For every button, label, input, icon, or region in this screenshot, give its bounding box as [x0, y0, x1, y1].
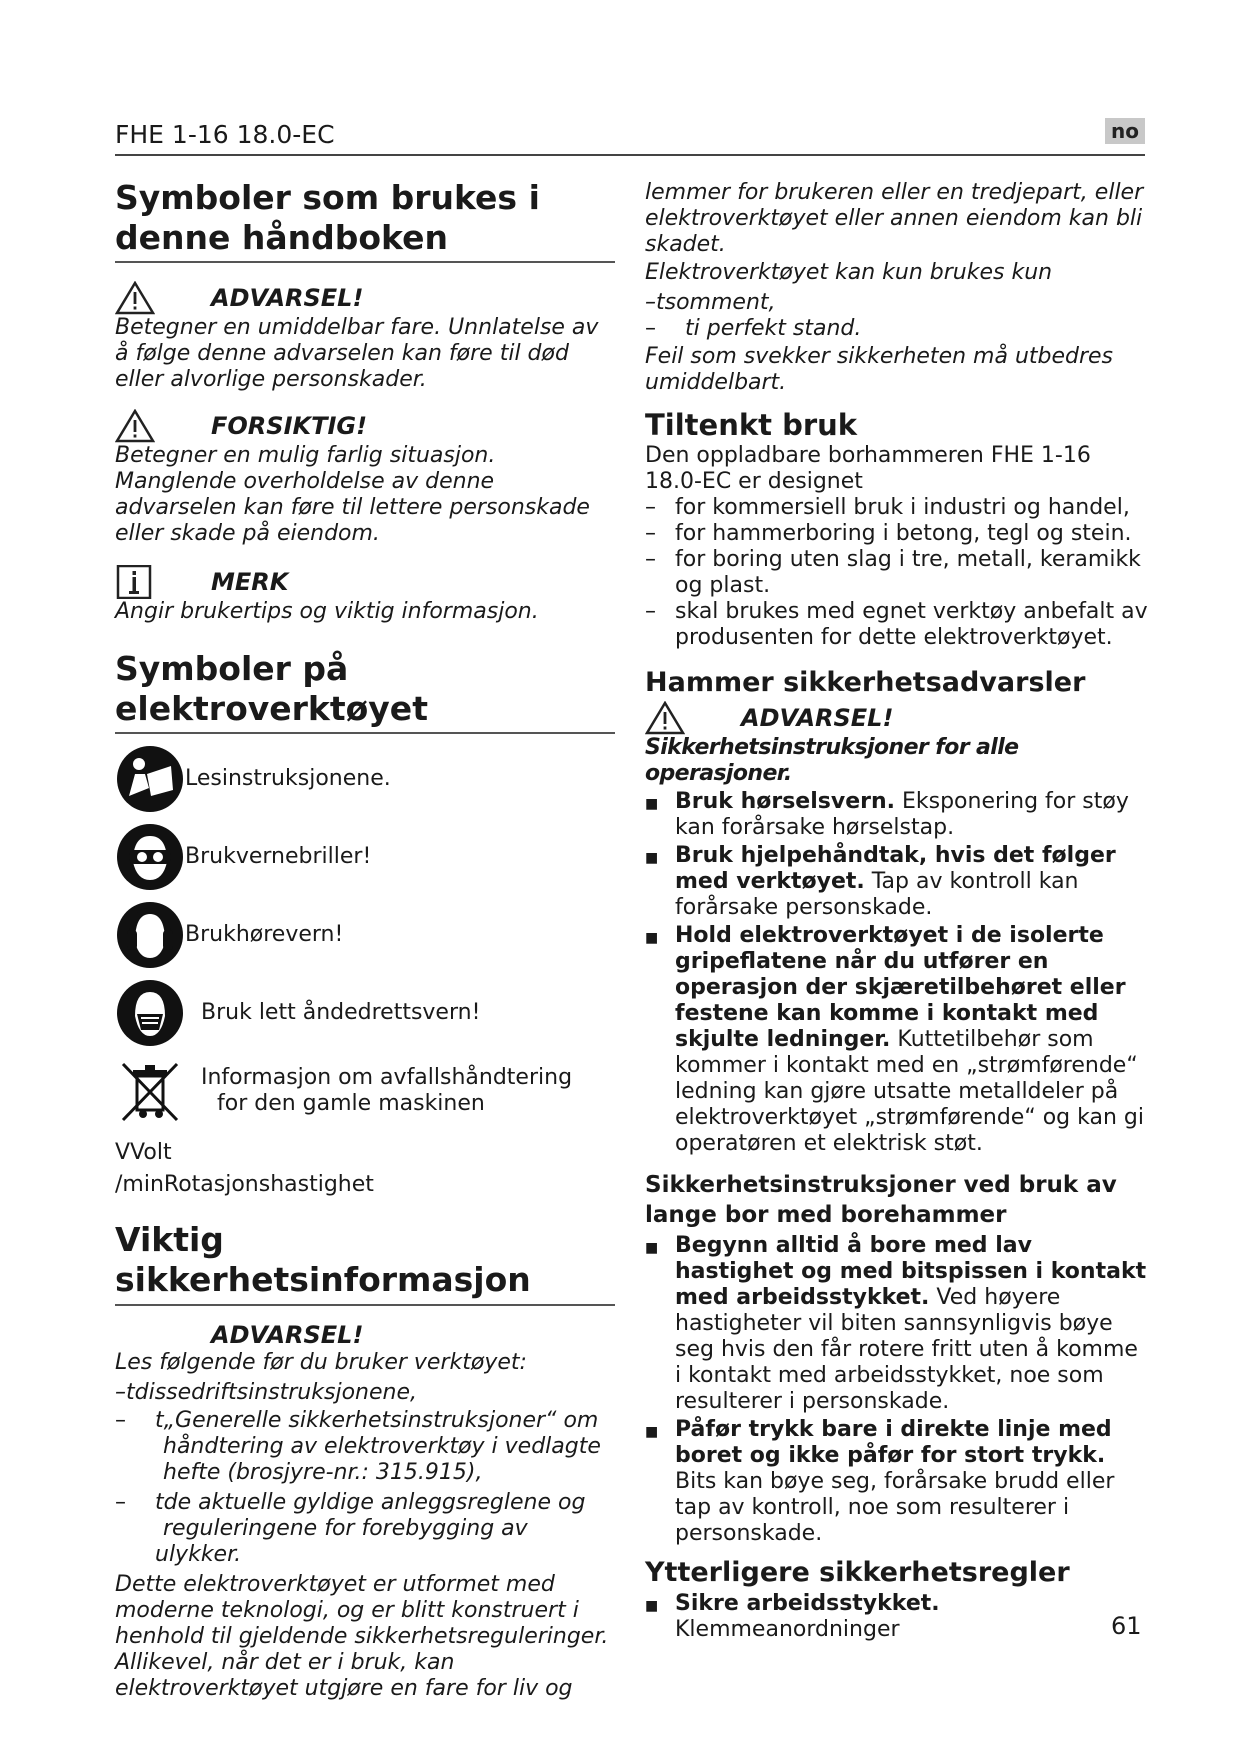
- hammer-item-bold: Hold elektroverktøyet i de isolerte gripeflatene når du utfører en operasjon der skjæretilbehøret eller festene kan komme i kontakt med skjulte ledninger.: [675, 923, 1126, 1053]
- warning-signal: [115, 281, 615, 315]
- additional-item-bold: Sikre arbeidsstykket.: [675, 1591, 940, 1617]
- bullet-marker: ■: [645, 1598, 659, 1615]
- additional-item-body: Klemmeanordninger: [675, 1617, 900, 1643]
- goggles-icon: [115, 822, 185, 892]
- page-header: [115, 118, 1145, 156]
- language-badge: no: [1105, 118, 1145, 144]
- warning-triangle-icon: [115, 281, 155, 315]
- document-id: FHE 1-16 18.0-EC: [115, 120, 335, 149]
- heading-symbols-manual: Symboler som brukes i denne håndboken: [115, 178, 615, 263]
- note-text: Angir brukertips og viktig informasjon.: [115, 599, 539, 625]
- caution-signal: [115, 409, 615, 443]
- right-column: [645, 180, 1150, 1643]
- only-used-text: Elektroverktøyet kan kun brukes kun: [645, 260, 1053, 285]
- additional-item: [645, 1591, 1150, 1643]
- long-bits-item-bold: Begynn alltid å bore med lav hastighet og med bitspissen i kontakt med arbeidsstykket.: [675, 1232, 1147, 1310]
- heading-intended-use: Tiltenkt bruk: [645, 408, 858, 442]
- symbol-row-ear-protection: [115, 900, 615, 970]
- long-bits-item: [645, 1417, 1150, 1547]
- hammer-item-bold: Bruk hørselsvern.: [675, 789, 895, 815]
- intended-item-text: skal brukes med egnet verktøy anbefalt av produsenten for dette elektroverktøyet.: [675, 598, 1148, 650]
- hammer-item-text: [675, 923, 1150, 1157]
- symbol-respirator-label: Bruk lett åndedrettsvern!: [201, 1000, 481, 1026]
- bullet-marker: ■: [645, 1423, 659, 1440]
- hammer-subheading: Sikkerhetsinstruksjoner for alle operasjoner.: [645, 735, 1019, 787]
- respirator-icon: [115, 978, 185, 1048]
- long-bits-item-body: Bits kan bøye seg, forårsake brudd eller tap av kontroll, noe som resulterer i personskade.: [675, 1468, 1115, 1546]
- unit-volt: VVolt: [115, 1140, 172, 1166]
- hammer-item-body: Kuttetilbehør som kommer i kontakt med en „strømførende“ ledning kan gjøre utsatte metalldeler på elektroverktøyet „strømførende“ og kan gi operatøren et elektrisk støt.: [675, 1027, 1144, 1157]
- hammer-item-text: [675, 843, 1150, 921]
- unit-rpm: /minRotasjonshastighet: [115, 1172, 374, 1198]
- symbol-row-waste-bin: [115, 1056, 615, 1126]
- heading-symbols-tool: Symboler på elektroverktøyet: [115, 649, 615, 734]
- heading-safety-info: Viktig sikkerhetsinformasjon: [115, 1220, 615, 1305]
- symbol-goggles-label: Brukvernebriller!: [185, 844, 372, 870]
- read-manual-icon: [115, 744, 185, 814]
- symbol-waste-line1: Informasjon om avfallshåndtering: [201, 1065, 573, 1091]
- hammer-item-body: Eksponering for støy kan forårsake hørselstap.: [675, 789, 1129, 841]
- ear-protection-icon: [115, 900, 185, 970]
- intended-item-text: for boring uten slag i tre, metall, keramikk og plast.: [675, 546, 1141, 598]
- hammer-item-bold: Bruk hjelpehåndtak, hvis det følger med verktøyet.: [675, 843, 1116, 895]
- only-line-2: [645, 316, 1150, 342]
- hammer-item: [645, 789, 1150, 841]
- dash-marker: –: [645, 316, 656, 341]
- symbol-ear-protection-label: Brukhørevern!: [185, 922, 344, 948]
- symbol-row-respirator: [115, 978, 615, 1048]
- para-modern-tech: Dette elektroverktøyet er utformet med moderne teknologi, og er blitt konstruert i henhold til gjeldende sikkerhetsreguleringer.: [115, 1571, 609, 1649]
- safety-item-1-line2: håndtering av elektroverktøy i vedlagte: [163, 1433, 601, 1459]
- safety-item-2-line1: tde aktuelle gyldige anleggsreglene og: [155, 1489, 586, 1515]
- intended-item-text: for kommersiell bruk i industri og handel,: [675, 494, 1130, 520]
- caution-triangle-icon: [115, 409, 155, 443]
- safety-item-2-text: [155, 1490, 615, 1568]
- hammer-item-text: [675, 789, 1150, 841]
- symbol-waste-label: [201, 1065, 572, 1117]
- faults-text: Feil som svekker sikkerheten må utbedres umiddelbart.: [645, 344, 1114, 395]
- hammer-item: [645, 923, 1150, 1157]
- intended-intro: Den oppladbare borhammeren FHE 1-16 18.0-EC er designet: [645, 442, 1091, 494]
- intended-item: [645, 495, 1150, 521]
- heading-additional-rules: Ytterligere sikkerhetsregler: [645, 1556, 1070, 1588]
- long-bits-item-text: [675, 1233, 1150, 1415]
- safety-item-1-line1: t„Generelle sikkerhetsinstruksjoner“ om: [155, 1407, 599, 1433]
- hammer-warning-signal: [645, 701, 1150, 735]
- dash-marker: –: [645, 598, 656, 624]
- safety-intro: Les følgende før du bruker verktøyet:: [115, 1349, 527, 1375]
- caution-title: FORSIKTIG!: [211, 412, 368, 441]
- continued-text: lemmer for brukeren eller en tredjepart, eller elektroverktøyet eller annen eiendom kan bli skadet.: [645, 180, 1144, 257]
- warning-text: Betegner en umiddelbar fare. Unnlatelse av å følge denne advarselen kan føre til død eller alvorlige personskader.: [115, 315, 599, 393]
- safety-item-1-text: [155, 1408, 601, 1486]
- only-line-2-text: ti perfekt stand.: [685, 316, 862, 341]
- bullet-marker: ■: [645, 796, 659, 813]
- hammer-warning-title: ADVARSEL!: [741, 704, 894, 733]
- waste-bin-icon: [115, 1056, 185, 1126]
- long-bits-item-text: [675, 1417, 1150, 1547]
- dash-marker: –: [645, 494, 656, 520]
- left-column: [115, 178, 615, 1702]
- safety-item-1-line3: hefte (brosjyre-nr.: 315.915),: [163, 1459, 483, 1485]
- caution-text: Betegner en mulig farlig situasjon. Manglende overholdelse av denne advarselen kan føre til lettere personskade eller skade på eiendom.: [115, 443, 590, 547]
- dash-marker: –: [645, 546, 656, 572]
- safety-line-1: –tdissedriftsinstruksjonene,: [115, 1379, 417, 1405]
- dash-marker: –: [645, 520, 656, 546]
- warning-title: ADVARSEL!: [211, 284, 364, 313]
- symbol-waste-line2: for den gamle maskinen: [217, 1091, 485, 1117]
- intended-item: [645, 547, 1150, 599]
- intended-item: [645, 599, 1150, 651]
- bullet-marker: ■: [645, 850, 659, 867]
- note-title: MERK: [211, 568, 289, 597]
- symbol-read-manual-label: Lesinstruksjonene.: [185, 766, 391, 792]
- bullet-marker: ■: [645, 1239, 659, 1256]
- symbol-row-goggles: [115, 822, 615, 892]
- bullet-marker: ■: [645, 930, 659, 947]
- heading-long-bits: Sikkerhetsinstruksjoner ved bruk av lange bor med borehammer: [645, 1172, 1117, 1229]
- safety-warning-title: ADVARSEL!: [211, 1320, 364, 1349]
- para-danger: Allikevel, når det er i bruk, kan elektroverktøyet utgjøre en fare for liv og: [115, 1649, 573, 1701]
- dash-marker: –: [115, 1489, 126, 1515]
- long-bits-item-bold: Påfør trykk bare i direkte linje med boret og ikke påfør for stort trykk.: [675, 1416, 1112, 1468]
- note-signal: [115, 565, 615, 599]
- long-bits-item-body: Ved høyere hastigheter vil biten sannsynligvis bøye seg hvis den får rotere fritt uten å komme i kontakt med arbeidsstykket, noe som resulterer i personskade.: [675, 1284, 1138, 1414]
- info-box-icon: [115, 565, 155, 599]
- page-number: 61: [1111, 1612, 1142, 1640]
- warning-triangle-icon: [645, 701, 685, 735]
- intended-item-text: for hammerboring i betong, tegl og stein.: [675, 520, 1132, 546]
- intended-item: [645, 521, 1150, 547]
- safety-item-1: [115, 1408, 615, 1486]
- only-line-1: –tsomment,: [645, 290, 776, 315]
- long-bits-item: [645, 1233, 1150, 1415]
- dash-marker: –: [115, 1407, 126, 1433]
- hammer-item-body: Tap av kontroll kan forårsake personskade.: [675, 869, 1079, 921]
- safety-item-2: [115, 1490, 615, 1568]
- safety-item-2-line2: reguleringene for forebygging av ulykker.: [155, 1515, 528, 1567]
- heading-hammer-warnings: Hammer sikkerhetsadvarsler: [645, 666, 1086, 698]
- symbol-row-read-manual: [115, 744, 615, 814]
- additional-item-text: [675, 1591, 1150, 1643]
- hammer-item: [645, 843, 1150, 921]
